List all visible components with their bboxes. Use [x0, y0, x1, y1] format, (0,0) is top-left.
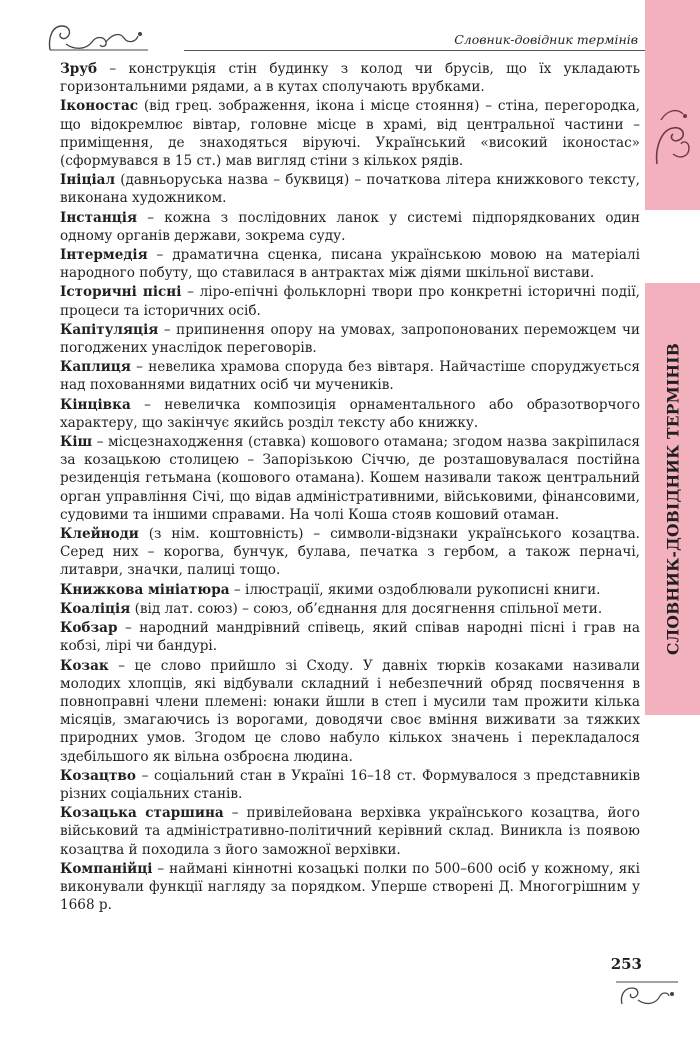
side-tab-label: СЛОВНИК-ДОВІДНИК ТЕРМІНІВ — [663, 342, 682, 656]
entry-definition: – невеличка композиція орнаментального або образотворчого характеру, що закінчує якийсь розділ тексту або книжку. — [60, 396, 640, 431]
glossary-entry — [60, 396, 640, 432]
entry-term: Коаліція — [60, 600, 131, 617]
entry-definition: (давньоруська назва – буквиця) – початкова літера книжкового тексту, виконана художником. — [60, 172, 640, 207]
entry-term: Інтермедія — [60, 247, 148, 264]
entry-term: Капітуляція — [60, 321, 159, 338]
entry-definition: (від грец. зображення, ікона і місце стояння) – стіна, перегородка, що відокремлює вівтар, головне місце в храмі, від центральної частини – приміщення, де знаходяться віруючі. Український «високий іконостас» (сформувався в 15 ст.) мав вигляд стіни з кількох рядів. — [60, 98, 640, 170]
entry-definition: (з нім. коштовність) – символи-відзнаки українського козацтва. Серед них – корогва, бунчук, булава, печатка з гербом, а також перначі, литаври, значки, палиці тощо. — [60, 526, 640, 579]
entry-term: Іконостас — [60, 98, 139, 115]
entry-definition: – драматична сценка, писана українською мовою на матеріалі народного побуту, що ставилася в антрактах між діями шкільної вистави. — [60, 247, 640, 282]
glossary-entry — [60, 860, 640, 915]
entry-definition: (від лат. союз) – союз, об’єднання для досягнення спільної мети. — [130, 600, 603, 617]
entry-definition: – припинення опору на умовах, запропонованих переможцем чи погоджених унаслідок переговорів. — [60, 321, 640, 357]
entry-term: Козацька старшина — [60, 805, 224, 822]
entry-definition: – ліро-епічні фольклорні твори про конкретні історичні події, процеси та історичних осіб. — [60, 284, 640, 319]
glossary-entry — [60, 321, 640, 357]
entry-definition: – конструкція стін будинку з колод чи брусів, що їх укладають горизонтальними рядами, а в кутах сполучають врубками. — [60, 61, 640, 96]
entry-term: Кіш — [60, 434, 93, 451]
entry-term: Інстанція — [60, 209, 138, 226]
glossary-entry — [60, 60, 640, 96]
entry-term: Кінцівка — [60, 396, 131, 413]
glossary-entry — [60, 657, 640, 766]
entry-term: Каплиця — [60, 359, 131, 376]
entry-term: Історичні пісні — [60, 284, 182, 301]
glossary-content — [60, 60, 640, 915]
entry-term: Ініціал — [60, 172, 116, 189]
entry-definition: – кожна з послідовних ланок у системі підпорядкованих один одному органів держави, зокрема суду. — [60, 209, 640, 244]
side-tab-top — [645, 0, 700, 210]
entry-definition: – народний мандрівний співець, який співав народні пісні і грав на кобзі, лірі чи бандурі. — [60, 620, 640, 655]
side-tab — [645, 283, 700, 715]
glossary-entry — [60, 525, 640, 580]
entry-term: Компанійці — [60, 860, 153, 877]
ornament-icon — [44, 20, 154, 56]
glossary-entry — [60, 358, 640, 394]
running-title: Словник-довідник термінів — [454, 32, 638, 47]
entry-term: Книжкова мініатюра — [60, 581, 230, 598]
entry-term: Козак — [60, 657, 109, 674]
glossary-entry — [60, 171, 640, 207]
glossary-entry — [60, 581, 640, 599]
glossary-entry — [60, 433, 640, 524]
ornament-icon — [651, 100, 695, 170]
entry-definition: – привілейована верхівка українського козацтва, його військовий та адміністративно-політичний керівний склад. Виникла із появою козацтва й походила з його заможної верхівки. — [60, 805, 640, 858]
entry-definition: – це слово прийшло зі Сходу. У давніх тюрків козаками називали молодих хлопців, які відбували складний і небезпечний обряд посвячення в повноправні члени племені: юнаки йшли в степ і мусили там прожити кілька місяців, змагаючись із ворогами, доводячи своє вміння виживати за тяжких природних умов. Згодом це слово набуло кількох значень і перекладалося здебільшого як вільна озброєна людина. — [60, 657, 640, 765]
entry-definition: – ілюстрації, якими оздоблювали рукописні книги. — [229, 581, 601, 598]
entry-term: Кобзар — [60, 620, 118, 637]
ornament-icon — [612, 976, 682, 1010]
page-number: 253 — [610, 955, 642, 973]
glossary-entry — [60, 283, 640, 319]
entry-term: Зруб — [60, 61, 98, 77]
entry-term: Клейноди — [60, 526, 139, 543]
glossary-entry — [60, 600, 640, 618]
entry-term: Козацтво — [60, 767, 136, 784]
glossary-entry — [60, 619, 640, 655]
entry-definition: – наймані кіннотні козацькі полки по 500–600 осіб у кожному, які виконували функції нагляду за порядком. Уперше створені Д. Многогрішним у 1668 р. — [60, 860, 640, 914]
entry-definition: – соціальний стан в Україні 16–18 ст. Формувалося з представників різних соціальних станів. — [60, 767, 640, 802]
glossary-entry — [60, 209, 640, 245]
header-rule — [184, 50, 684, 51]
page-header — [44, 20, 644, 56]
glossary-entry — [60, 804, 640, 859]
entry-definition: – невелика храмова споруда без вівтаря. Найчастіше споруджується над похованнями видатних осіб чи мучеників. — [60, 359, 640, 394]
glossary-entry — [60, 767, 640, 803]
glossary-entry — [60, 97, 640, 170]
glossary-entry — [60, 246, 640, 282]
entry-definition: – місцезнаходження (ставка) кошового отамана; згодом назва закріпилася за козацькою столицею – Запорізькою Січчю, де розташовувалася постійна резиденція гетьмана (кошового отамана). Кошем називали також центральний орган управління Січі, що відав адміністративними, військовими, фінансовими, судовими та іншими справами. На чолі Коша стояв кошовий отаман. — [60, 434, 640, 523]
